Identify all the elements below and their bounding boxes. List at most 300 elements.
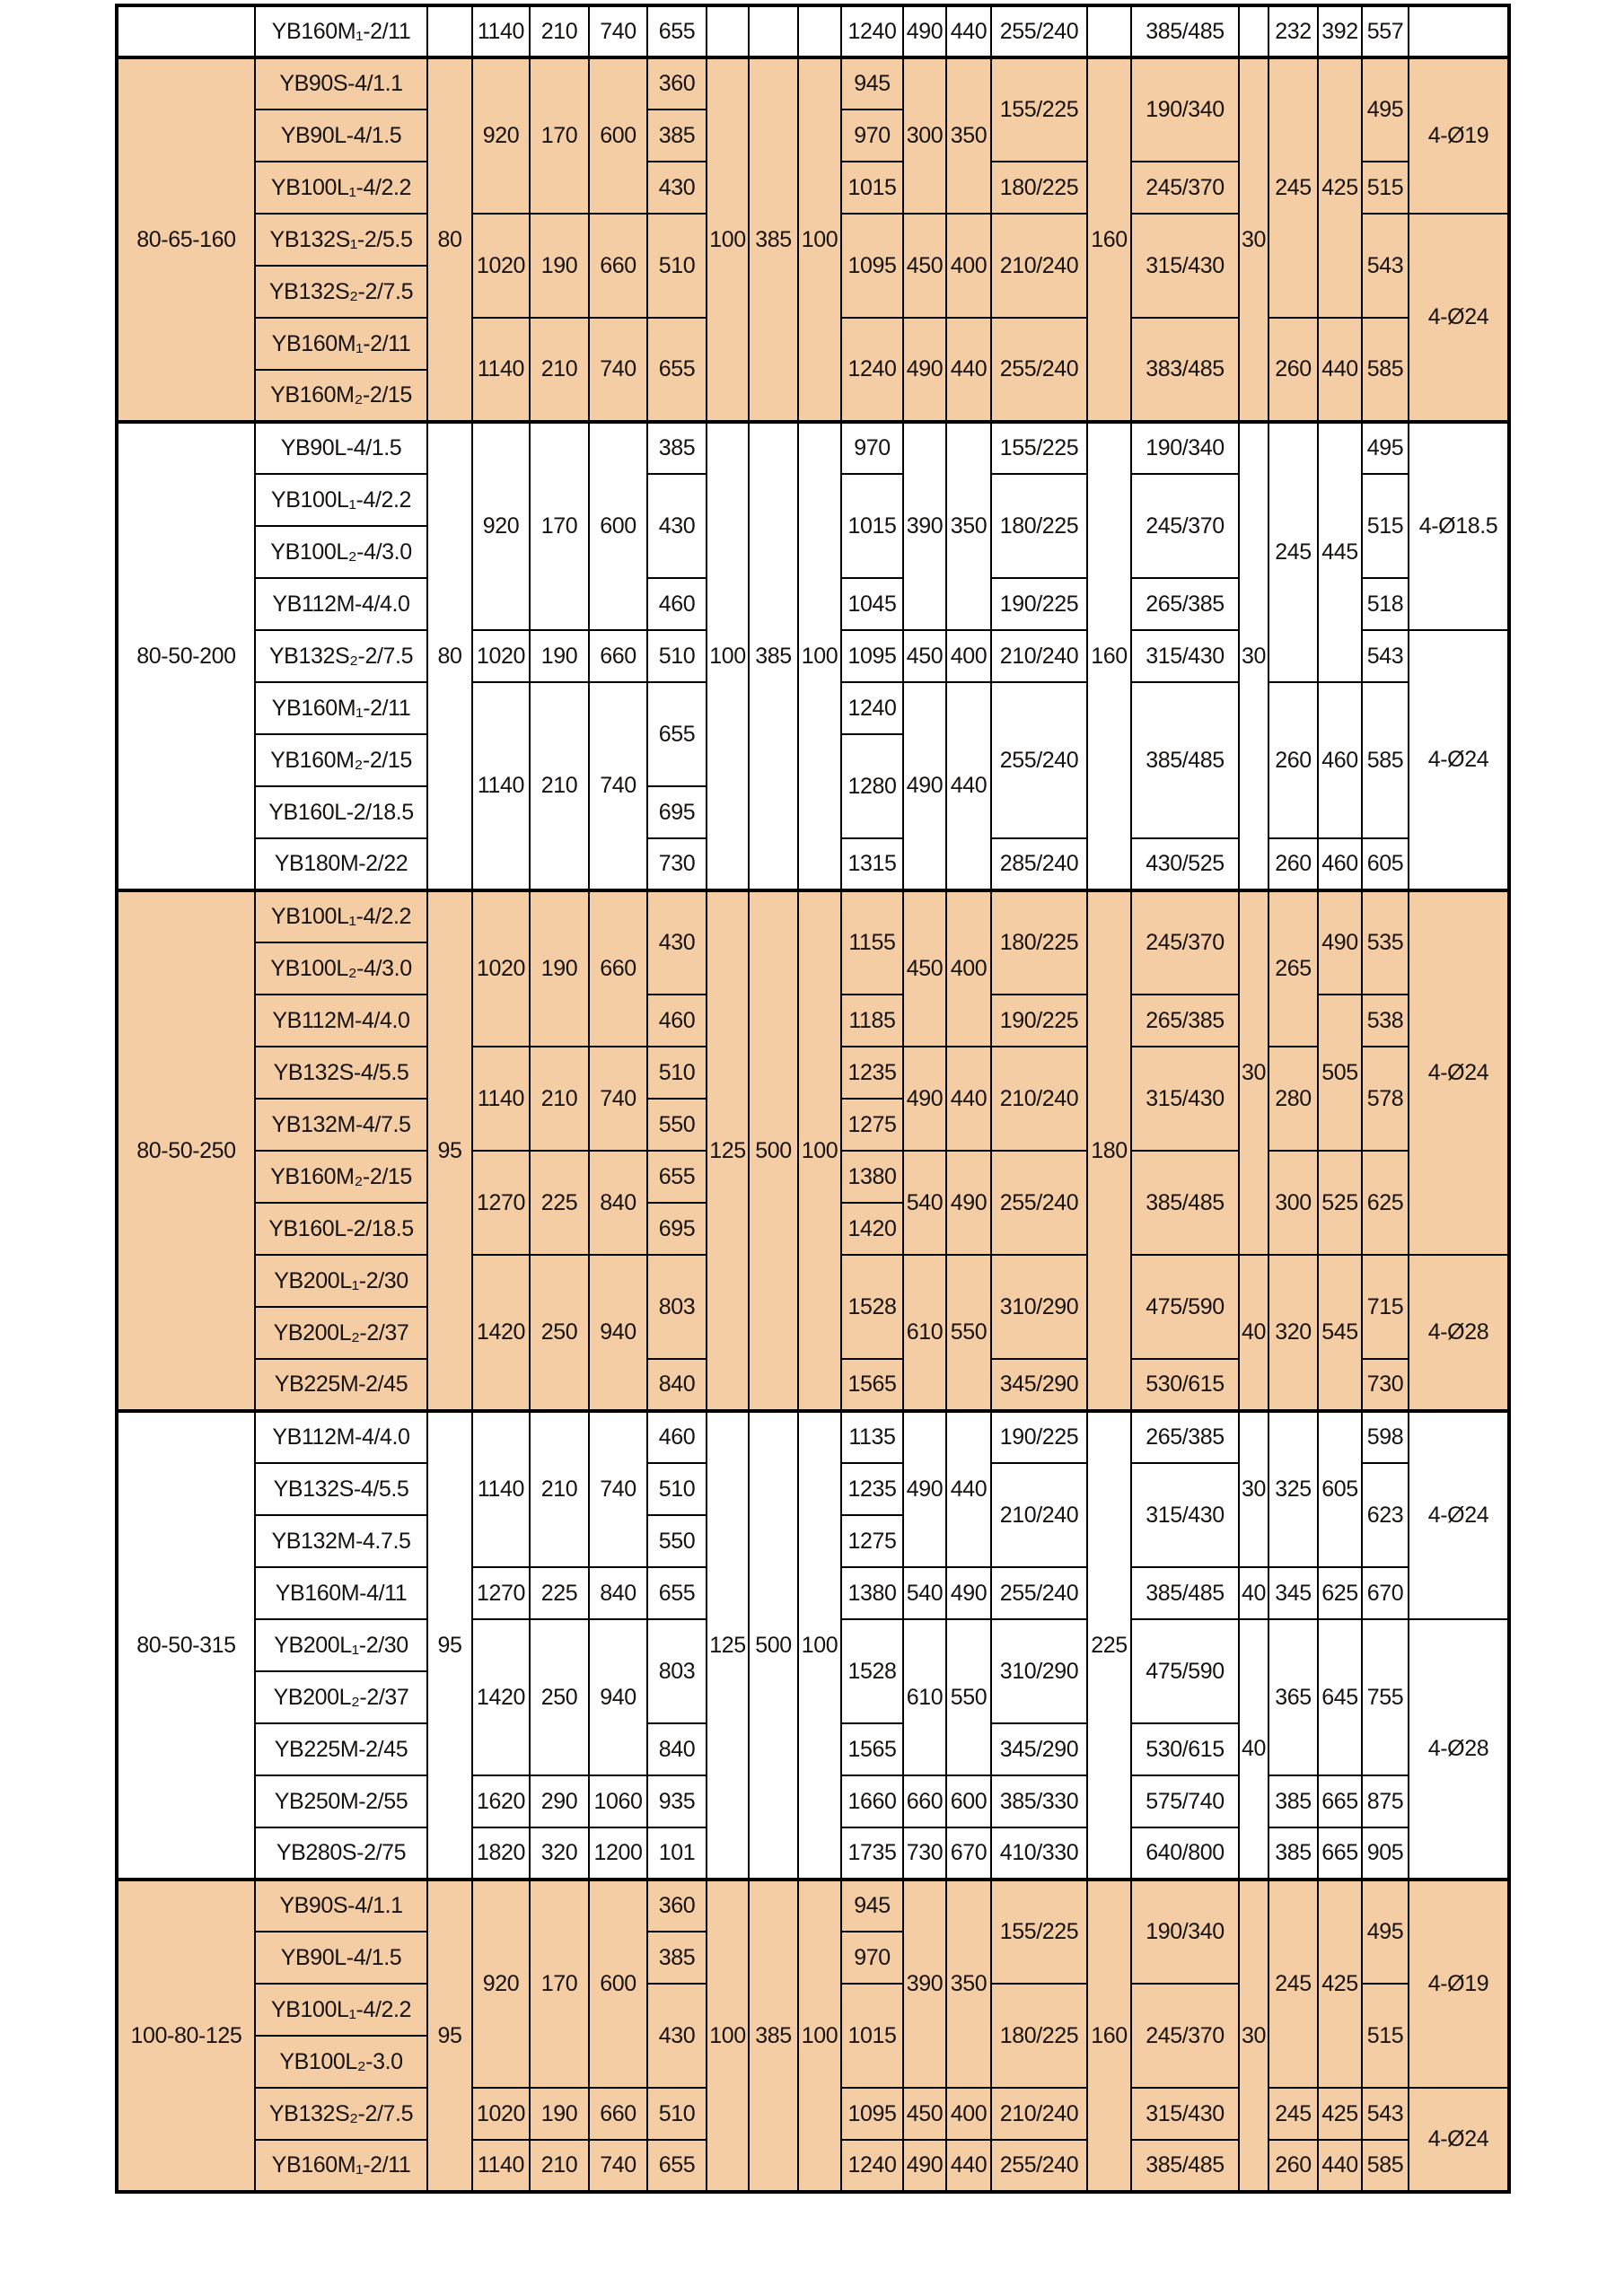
motor-model-cell: YB132S-4/5.5 bbox=[255, 1463, 427, 1515]
dimension-cell: 543 bbox=[1362, 2088, 1409, 2140]
dimension-cell: 1275 bbox=[841, 1099, 903, 1151]
dimension-cell: 260 bbox=[1268, 318, 1318, 422]
dimension-cell: 365 bbox=[1268, 1619, 1318, 1775]
dimension-cell: 255/240 bbox=[991, 318, 1087, 422]
dimension-cell: 190 bbox=[530, 890, 589, 1047]
dimension-cell: 1380 bbox=[841, 1151, 903, 1203]
dimension-cell: 315/430 bbox=[1131, 630, 1239, 682]
motor-model-cell: YB160M₂-2/15 bbox=[255, 734, 427, 786]
dimension-cell: 1235 bbox=[841, 1047, 903, 1099]
dimension-cell: 510 bbox=[647, 630, 707, 682]
dimension-cell: 1135 bbox=[841, 1411, 903, 1463]
dimension-cell: 440 bbox=[1318, 318, 1362, 422]
dimension-cell: 285/240 bbox=[991, 838, 1087, 890]
dimension-cell: 1420 bbox=[472, 1619, 530, 1775]
dimension-cell: 400 bbox=[946, 630, 991, 682]
pump-model-cell bbox=[117, 5, 255, 57]
dimension-cell: 30 bbox=[1239, 1411, 1268, 1567]
dimension-cell: 450 bbox=[903, 214, 946, 318]
motor-model-cell: YB90L-4/1.5 bbox=[255, 422, 427, 474]
dimension-cell: 518 bbox=[1362, 578, 1409, 630]
dimension-cell: 695 bbox=[647, 786, 707, 838]
dimension-cell: 875 bbox=[1362, 1775, 1409, 1827]
motor-model-cell: YB225M-2/45 bbox=[255, 1723, 427, 1775]
dimension-cell: 655 bbox=[647, 5, 707, 57]
motor-model-cell: YB132S₁-2/5.5 bbox=[255, 214, 427, 266]
dimension-cell: 155/225 bbox=[991, 422, 1087, 474]
dimension-cell: 385 bbox=[647, 422, 707, 474]
dimension-cell: 550 bbox=[946, 1255, 991, 1411]
dimension-cell: 265 bbox=[1268, 890, 1318, 1047]
dimension-cell: 460 bbox=[647, 578, 707, 630]
dimension-cell: 510 bbox=[647, 214, 707, 318]
motor-model-cell: YB112M-4/4.0 bbox=[255, 995, 427, 1047]
dimension-cell: 935 bbox=[647, 1775, 707, 1827]
dimension-cell: 535 bbox=[1362, 890, 1409, 995]
dimension-cell: 210/240 bbox=[991, 630, 1087, 682]
dimension-cell: 490 bbox=[903, 1047, 946, 1151]
dimension-cell: 80 bbox=[427, 422, 472, 890]
dimension-cell: 695 bbox=[647, 1203, 707, 1255]
dimension-cell: 30 bbox=[1239, 890, 1268, 1255]
dimension-cell: 30 bbox=[1239, 422, 1268, 890]
dimension-cell: 450 bbox=[903, 890, 946, 1047]
dimension-cell: 160 bbox=[1087, 57, 1131, 422]
motor-model-cell: YB160M₁-2/11 bbox=[255, 5, 427, 57]
dimension-cell: 1095 bbox=[841, 630, 903, 682]
dimension-cell: 385 bbox=[1268, 1775, 1318, 1827]
dimension-cell: 1820 bbox=[472, 1827, 530, 1880]
dimension-cell: 510 bbox=[647, 1463, 707, 1515]
dimension-cell: 460 bbox=[1318, 838, 1362, 890]
dimension-cell bbox=[1239, 5, 1268, 57]
dimension-cell: 440 bbox=[946, 1047, 991, 1151]
dimension-cell: 320 bbox=[530, 1827, 589, 1880]
dimension-cell: 245 bbox=[1268, 57, 1318, 318]
dimension-cell: 715 bbox=[1362, 1255, 1409, 1359]
dimension-cell: 315/430 bbox=[1131, 2088, 1239, 2140]
dimension-cell: 170 bbox=[530, 1880, 589, 2088]
dimension-cell: 1140 bbox=[472, 5, 530, 57]
dimension-cell: 290 bbox=[530, 1775, 589, 1827]
dimension-cell: 1140 bbox=[472, 682, 530, 890]
dimension-cell: 1420 bbox=[841, 1203, 903, 1255]
dimension-cell: 170 bbox=[530, 422, 589, 630]
dimension-cell: 250 bbox=[530, 1255, 589, 1411]
dimension-cell: 840 bbox=[589, 1151, 647, 1255]
dimension-cell: 660 bbox=[589, 2088, 647, 2140]
dimension-cell: 1565 bbox=[841, 1723, 903, 1775]
dimension-cell: 655 bbox=[647, 1567, 707, 1619]
dimension-cell: 125 bbox=[707, 890, 749, 1411]
dimension-cell: 160 bbox=[1087, 422, 1131, 890]
motor-model-cell: YB132S₂-2/7.5 bbox=[255, 266, 427, 318]
dimension-cell: 255/240 bbox=[991, 2140, 1087, 2192]
dimension-cell: 180 bbox=[1087, 890, 1131, 1411]
dimension-cell: 385 bbox=[647, 110, 707, 162]
dimension-cell: 600 bbox=[946, 1775, 991, 1827]
dimension-cell: 232 bbox=[1268, 5, 1318, 57]
dimension-cell: 1140 bbox=[472, 1411, 530, 1567]
dimension-cell: 515 bbox=[1362, 162, 1409, 214]
dimension-cell: 350 bbox=[946, 1880, 991, 2088]
dimension-cell: 600 bbox=[589, 422, 647, 630]
dimension-cell: 210 bbox=[530, 5, 589, 57]
dimension-cell: 945 bbox=[841, 57, 903, 110]
dimension-cell: 543 bbox=[1362, 214, 1409, 318]
dimension-cell: 740 bbox=[589, 318, 647, 422]
dimension-cell bbox=[1087, 5, 1131, 57]
motor-model-cell: YB225M-2/45 bbox=[255, 1359, 427, 1411]
dimension-cell: 190 bbox=[530, 214, 589, 318]
table-row bbox=[117, 1411, 1509, 1463]
dimension-cell: 625 bbox=[1318, 1567, 1362, 1619]
dimension-cell: 101 bbox=[647, 1827, 707, 1880]
dimension-cell: 665 bbox=[1318, 1827, 1362, 1880]
dimension-cell: 655 bbox=[647, 2140, 707, 2192]
dimension-cell: 210/240 bbox=[991, 1463, 1087, 1567]
dimension-cell: 450 bbox=[903, 2088, 946, 2140]
dimension-cell: 660 bbox=[589, 214, 647, 318]
dimension-cell: 170 bbox=[530, 57, 589, 214]
dimension-cell: 550 bbox=[946, 1619, 991, 1775]
dimension-cell: 210/240 bbox=[991, 1047, 1087, 1151]
dimension-cell: 385 bbox=[1268, 1827, 1318, 1880]
dimension-cell: 190/340 bbox=[1131, 1880, 1239, 1984]
dimension-cell: 1020 bbox=[472, 890, 530, 1047]
dimension-cell: 540 bbox=[903, 1151, 946, 1255]
dimension-cell: 660 bbox=[903, 1775, 946, 1827]
bolt-hole-spec-cell: 4-Ø28 bbox=[1409, 1255, 1509, 1411]
motor-model-cell: YB160L-2/18.5 bbox=[255, 1203, 427, 1255]
dimension-cell: 350 bbox=[946, 57, 991, 214]
dimension-cell: 495 bbox=[1362, 1880, 1409, 1984]
dimension-cell: 245 bbox=[1268, 1880, 1318, 2088]
dimension-cell: 155/225 bbox=[991, 1880, 1087, 1984]
dimension-cell: 430 bbox=[647, 474, 707, 578]
bolt-hole-spec-cell: 4-Ø28 bbox=[1409, 1619, 1509, 1880]
dimension-cell: 440 bbox=[946, 1411, 991, 1567]
dimension-cell: 740 bbox=[589, 5, 647, 57]
bolt-hole-spec-cell: 4-Ø24 bbox=[1409, 2088, 1509, 2192]
dimension-cell: 530/615 bbox=[1131, 1723, 1239, 1775]
dimension-cell: 425 bbox=[1318, 1880, 1362, 2088]
dimension-cell: 510 bbox=[647, 1047, 707, 1099]
dimension-cell: 545 bbox=[1318, 1255, 1362, 1411]
dimension-cell: 585 bbox=[1362, 682, 1409, 838]
dimension-cell: 440 bbox=[946, 2140, 991, 2192]
dimension-cell: 740 bbox=[589, 1047, 647, 1151]
dimension-cell: 1185 bbox=[841, 995, 903, 1047]
dimension-cell: 1060 bbox=[589, 1775, 647, 1827]
dimension-cell: 255/240 bbox=[991, 1567, 1087, 1619]
dimension-cell: 210 bbox=[530, 2140, 589, 2192]
dimension-cell: 385/485 bbox=[1131, 1151, 1239, 1255]
motor-model-cell: YB100L₁-4/2.2 bbox=[255, 474, 427, 526]
dimension-cell: 1275 bbox=[841, 1515, 903, 1567]
dimension-cell: 383/485 bbox=[1131, 318, 1239, 422]
dimension-cell: 600 bbox=[589, 1880, 647, 2088]
dimension-cell: 1015 bbox=[841, 1984, 903, 2088]
table-row bbox=[117, 57, 1509, 110]
dimension-cell: 1270 bbox=[472, 1567, 530, 1619]
dimension-cell: 430 bbox=[647, 890, 707, 995]
dimension-cell: 540 bbox=[903, 1567, 946, 1619]
dimension-cell: 95 bbox=[427, 890, 472, 1411]
dimension-cell: 430/525 bbox=[1131, 838, 1239, 890]
dimension-cell: 1020 bbox=[472, 214, 530, 318]
motor-model-cell: YB90S-4/1.1 bbox=[255, 57, 427, 110]
dimension-cell: 300 bbox=[903, 57, 946, 214]
dimension-cell: 460 bbox=[1318, 682, 1362, 838]
dimension-cell: 1270 bbox=[472, 1151, 530, 1255]
dimension-cell: 670 bbox=[946, 1827, 991, 1880]
dimension-cell: 400 bbox=[946, 890, 991, 1047]
dimension-cell: 95 bbox=[427, 1880, 472, 2192]
dimension-cell: 190/340 bbox=[1131, 57, 1239, 162]
dimension-cell: 440 bbox=[946, 5, 991, 57]
dimension-cell: 920 bbox=[472, 57, 530, 214]
dimension-cell: 945 bbox=[841, 1880, 903, 1932]
dimension-cell: 125 bbox=[707, 1411, 749, 1880]
dimension-cell: 325 bbox=[1268, 1411, 1318, 1567]
dimension-cell: 385/485 bbox=[1131, 5, 1239, 57]
dimension-cell: 1565 bbox=[841, 1359, 903, 1411]
dimension-cell: 430 bbox=[647, 162, 707, 214]
dimension-cell: 180/225 bbox=[991, 890, 1087, 995]
dimension-cell: 100 bbox=[707, 1880, 749, 2192]
dimension-cell: 515 bbox=[1362, 1984, 1409, 2088]
dimension-cell: 755 bbox=[1362, 1619, 1409, 1775]
dimension-cell: 180/225 bbox=[991, 474, 1087, 578]
dimension-cell: 265/385 bbox=[1131, 578, 1239, 630]
dimension-cell: 180/225 bbox=[991, 162, 1087, 214]
motor-model-cell: YB132S-4/5.5 bbox=[255, 1047, 427, 1099]
dimension-cell bbox=[798, 5, 841, 57]
dimension-cell: 1020 bbox=[472, 2088, 530, 2140]
dimension-cell: 255/240 bbox=[991, 682, 1087, 838]
dimension-cell: 920 bbox=[472, 422, 530, 630]
dimension-cell: 550 bbox=[647, 1515, 707, 1567]
dimension-cell: 538 bbox=[1362, 995, 1409, 1047]
dimension-cell: 225 bbox=[1087, 1411, 1131, 1880]
dimension-cell: 505 bbox=[1318, 995, 1362, 1151]
dimension-cell: 670 bbox=[1362, 1567, 1409, 1619]
dimension-cell: 740 bbox=[589, 682, 647, 890]
dimension-cell: 578 bbox=[1362, 1047, 1409, 1151]
dimension-cell: 385 bbox=[749, 422, 798, 890]
bolt-hole-spec-cell: 4-Ø19 bbox=[1409, 57, 1509, 214]
dimension-cell: 490 bbox=[946, 1151, 991, 1255]
dimension-cell: 225 bbox=[530, 1151, 589, 1255]
dimension-cell: 190 bbox=[530, 2088, 589, 2140]
dimension-cell: 190 bbox=[530, 630, 589, 682]
dimension-cell: 605 bbox=[1318, 1411, 1362, 1567]
dimension-cell: 1315 bbox=[841, 838, 903, 890]
dimension-cell bbox=[707, 5, 749, 57]
dimension-cell: 100 bbox=[798, 890, 841, 1411]
dimension-cell: 390 bbox=[903, 422, 946, 630]
motor-model-cell: YB100L₁-4/2.2 bbox=[255, 162, 427, 214]
table-row bbox=[117, 5, 1509, 57]
motor-model-cell: YB112M-4/4.0 bbox=[255, 1411, 427, 1463]
motor-model-cell: YB90L-4/1.5 bbox=[255, 1932, 427, 1984]
motor-model-cell: YB100L₁-4/2.2 bbox=[255, 1984, 427, 2036]
dimension-cell: 1660 bbox=[841, 1775, 903, 1827]
dimension-cell: 655 bbox=[647, 318, 707, 422]
dimension-cell: 225 bbox=[530, 1567, 589, 1619]
dimension-cell: 1015 bbox=[841, 162, 903, 214]
dimension-cell: 320 bbox=[1268, 1255, 1318, 1411]
dimension-cell: 740 bbox=[589, 1411, 647, 1567]
dimension-cell: 100 bbox=[707, 57, 749, 422]
dimension-cell: 490 bbox=[946, 1567, 991, 1619]
dimension-cell: 40 bbox=[1239, 1255, 1268, 1411]
dimension-cell: 440 bbox=[946, 682, 991, 890]
dimension-cell: 1140 bbox=[472, 2140, 530, 2192]
dimension-cell: 245/370 bbox=[1131, 1984, 1239, 2088]
dimension-cell: 385 bbox=[647, 1932, 707, 1984]
dimension-cell: 500 bbox=[749, 1411, 798, 1880]
dimension-cell: 740 bbox=[589, 2140, 647, 2192]
dimension-cell: 1240 bbox=[841, 682, 903, 734]
dimension-cell: 80 bbox=[427, 57, 472, 422]
dimension-cell: 210/240 bbox=[991, 214, 1087, 318]
dimension-cell: 803 bbox=[647, 1619, 707, 1723]
dimension-cell: 660 bbox=[589, 630, 647, 682]
dimension-cell bbox=[749, 5, 798, 57]
dimension-cell: 265/385 bbox=[1131, 995, 1239, 1047]
dimension-cell: 500 bbox=[749, 890, 798, 1411]
bolt-hole-spec-cell bbox=[1409, 5, 1509, 57]
dimension-cell: 190/225 bbox=[991, 1411, 1087, 1463]
dimension-cell: 585 bbox=[1362, 2140, 1409, 2192]
dimension-cell: 392 bbox=[1318, 5, 1362, 57]
dimension-cell: 100 bbox=[707, 422, 749, 890]
dimension-cell: 445 bbox=[1318, 422, 1362, 682]
motor-model-cell: YB90L-4/1.5 bbox=[255, 110, 427, 162]
dimension-cell: 100 bbox=[798, 1880, 841, 2192]
dimension-cell: 940 bbox=[589, 1255, 647, 1411]
motor-model-cell: YB280S-2/75 bbox=[255, 1827, 427, 1880]
motor-model-cell: YB200L₁-2/30 bbox=[255, 1255, 427, 1307]
dimension-cell: 1015 bbox=[841, 474, 903, 578]
dimension-cell: 385 bbox=[749, 1880, 798, 2192]
motor-model-cell: YB200L₂-2/37 bbox=[255, 1307, 427, 1359]
motor-model-cell: YB132S₂-2/7.5 bbox=[255, 2088, 427, 2140]
dimension-cell: 460 bbox=[647, 995, 707, 1047]
dimension-cell: 210 bbox=[530, 1411, 589, 1567]
dimension-cell: 1240 bbox=[841, 318, 903, 422]
dimension-cell: 905 bbox=[1362, 1827, 1409, 1880]
dimension-cell: 475/590 bbox=[1131, 1255, 1239, 1359]
dimension-cell: 940 bbox=[589, 1619, 647, 1775]
dimension-cell: 490 bbox=[903, 1411, 946, 1567]
dimension-cell: 475/590 bbox=[1131, 1619, 1239, 1723]
dimension-cell: 460 bbox=[647, 1411, 707, 1463]
dimension-cell: 100 bbox=[798, 57, 841, 422]
dimension-cell: 1200 bbox=[589, 1827, 647, 1880]
motor-model-cell: YB160M₂-2/15 bbox=[255, 1151, 427, 1203]
dimension-cell: 385/485 bbox=[1131, 2140, 1239, 2192]
dimension-cell: 1380 bbox=[841, 1567, 903, 1619]
dimension-cell: 315/430 bbox=[1131, 1463, 1239, 1567]
dimension-cell: 510 bbox=[647, 2088, 707, 2140]
dimension-cell: 410/330 bbox=[991, 1827, 1087, 1880]
dimension-cell: 255/240 bbox=[991, 1151, 1087, 1255]
motor-model-cell: YB160M₁-2/11 bbox=[255, 2140, 427, 2192]
bolt-hole-spec-cell: 4-Ø24 bbox=[1409, 214, 1509, 422]
bolt-hole-spec-cell: 4-Ø24 bbox=[1409, 630, 1509, 890]
dimension-cell: 1528 bbox=[841, 1619, 903, 1723]
dimension-cell: 385 bbox=[749, 57, 798, 422]
dimension-cell: 400 bbox=[946, 2088, 991, 2140]
dimension-cell: 260 bbox=[1268, 838, 1318, 890]
motor-model-cell: YB160M₁-2/11 bbox=[255, 682, 427, 734]
dimension-cell: 730 bbox=[903, 1827, 946, 1880]
dimension-cell: 1735 bbox=[841, 1827, 903, 1880]
dimension-cell: 600 bbox=[589, 57, 647, 214]
dimension-cell: 350 bbox=[946, 422, 991, 630]
dimension-cell: 30 bbox=[1239, 1880, 1268, 2192]
dimension-cell: 190/225 bbox=[991, 578, 1087, 630]
dimension-cell: 190/225 bbox=[991, 995, 1087, 1047]
dimension-cell: 425 bbox=[1318, 2088, 1362, 2140]
dimension-cell: 840 bbox=[589, 1567, 647, 1619]
dimension-cell: 360 bbox=[647, 57, 707, 110]
dimension-cell: 250 bbox=[530, 1619, 589, 1775]
dimension-cell bbox=[427, 5, 472, 57]
dimension-cell: 210 bbox=[530, 682, 589, 890]
dimension-cell: 550 bbox=[647, 1099, 707, 1151]
dimension-cell: 970 bbox=[841, 1932, 903, 1984]
dimension-cell: 1528 bbox=[841, 1255, 903, 1359]
pump-dimension-table bbox=[115, 4, 1511, 2194]
dimension-cell: 30 bbox=[1239, 57, 1268, 422]
dimension-cell: 660 bbox=[589, 890, 647, 1047]
motor-model-cell: YB132M-4.7.5 bbox=[255, 1515, 427, 1567]
motor-model-cell: YB100L₁-4/2.2 bbox=[255, 890, 427, 942]
dimension-cell: 210/240 bbox=[991, 2088, 1087, 2140]
pump-model-cell: 80-50-315 bbox=[117, 1411, 255, 1880]
dimension-cell: 598 bbox=[1362, 1411, 1409, 1463]
dimension-cell: 425 bbox=[1318, 57, 1362, 318]
motor-model-cell: YB132M-4/7.5 bbox=[255, 1099, 427, 1151]
dimension-cell: 970 bbox=[841, 422, 903, 474]
dimension-cell: 490 bbox=[903, 682, 946, 890]
motor-model-cell: YB112M-4/4.0 bbox=[255, 578, 427, 630]
pump-model-cell: 80-50-200 bbox=[117, 422, 255, 890]
table-row bbox=[117, 422, 1509, 474]
dimension-cell: 610 bbox=[903, 1255, 946, 1411]
motor-model-cell: YB160M₂-2/15 bbox=[255, 370, 427, 422]
dimension-cell: 155/225 bbox=[991, 57, 1087, 162]
dimension-cell: 260 bbox=[1268, 2140, 1318, 2192]
dimension-cell: 557 bbox=[1362, 5, 1409, 57]
dimension-cell: 210 bbox=[530, 318, 589, 422]
dimension-cell: 1620 bbox=[472, 1775, 530, 1827]
motor-model-cell: YB160L-2/18.5 bbox=[255, 786, 427, 838]
dimension-cell: 1235 bbox=[841, 1463, 903, 1515]
dimension-cell: 1095 bbox=[841, 2088, 903, 2140]
dimension-cell: 100 bbox=[798, 1411, 841, 1880]
dimension-cell: 543 bbox=[1362, 630, 1409, 682]
dimension-cell: 1240 bbox=[841, 5, 903, 57]
dimension-cell: 970 bbox=[841, 110, 903, 162]
bolt-hole-spec-cell: 4-Ø24 bbox=[1409, 890, 1509, 1255]
table-row bbox=[117, 1880, 1509, 1932]
dimension-cell: 655 bbox=[647, 1151, 707, 1203]
